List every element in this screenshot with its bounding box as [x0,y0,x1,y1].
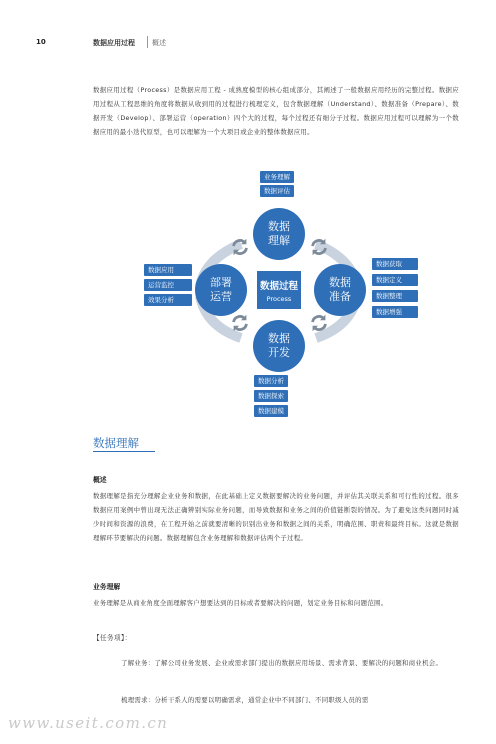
business-understanding-paragraph: 业务理解是从商业角度全面理解客户想要达到的目标或者要解决的问题，划定业务目标和问题范围。 [93,599,388,607]
center-subtitle: Process [266,294,292,303]
task-item: 了解业务：了解公司业务发展、企业或需求部门提出的数据应用场景、需求背景、要解决的问题和商业机会。 [121,659,443,667]
prepare-tag: 数据增强 [372,306,418,318]
business-understanding-heading: 业务理解 [93,583,121,591]
task-item: 梳理需求：分析干系人的需要以明确需求，通常企业中不同部门、不同职级人员的需 [121,696,369,704]
understand-label-2: 理解 [268,234,290,247]
prepare-label-2: 准备 [329,290,351,303]
operate-label-2: 运营 [210,290,232,303]
process-center-box [257,271,301,309]
cycle-arrows-icon [308,236,330,258]
header-divider [147,36,148,48]
prepare-tag: 数据定义 [372,274,418,286]
prepare-tag: 数据整理 [372,290,418,302]
prepare-node [314,264,366,316]
cycle-arrows-icon [229,236,251,258]
develop-tag: 数据分析 [254,375,288,387]
cycle-arrows-icon [229,312,251,334]
section-underline [93,451,155,452]
develop-tag: 数据建模 [254,405,288,417]
understand-label-1: 数据 [268,220,290,233]
operate-label-1: 部署 [210,276,232,289]
overview-paragraph: 数据理解是指充分理解企业业务和数据，在此基础上定义数据要解决的业务问题，并评估其关联关系和可行性的过程。很多数据应用案例中曾出现无法正确辨别实际业务问题，而导致数据和业务之间的价值链断裂的情况。为了避免这类问题同时减少时间和资源的浪费，在工程开始之前就要清晰的识别出业务和数据之间的关系，明确范围、职责和最终目标。这就是数据理解环节要解决的问题。数据理解包含业务理解和数据评估两个子过程。 [93,492,459,542]
running-section: 概述 [152,39,166,47]
intro-paragraph: 数据应用过程（Process）是数据应用工程 - 成熟度模型的核心组成部分，其阐述了一般数据应用经历的完整过程。数据应用过程从工程思维的角度将数据从收到用的过程进行梳理定义，包含数据理解（Understand）、数据准备（Prepare）、数据开发（Develop）、部署运营（operation）四个大的过程，每个过程还有细分子过程。数据应用过程可以理解为一个数据应用的最小迭代原型，也可以理解为一个大项目或企业的整体数据应用。 [93,86,459,136]
running-title: 数据应用过程 [93,39,135,47]
prepare-label-1: 数据 [329,276,351,289]
develop-label-1: 数据 [268,332,290,345]
understand-tag: 业务理解 [260,171,294,183]
develop-tag: 数据探索 [254,390,288,402]
operate-tag: 数据应用 [144,264,192,276]
understand-tag: 数据评估 [260,185,294,197]
page-header [0,36,496,50]
operate-tag: 运营监控 [144,279,192,291]
center-title: 数据过程 [259,280,298,292]
prepare-tag: 数据获取 [372,258,418,270]
task-label: 【任务项】： [93,634,132,642]
page-number: 10 [36,38,46,46]
section-title: 数据理解 [93,436,139,450]
develop-label-2: 开发 [268,346,290,359]
cycle-arrows-icon [308,312,330,334]
understand-node [253,208,305,260]
process-diagram [140,168,440,426]
operate-node [195,264,247,316]
operate-tag: 效果分析 [144,294,192,306]
develop-node [253,320,305,372]
overview-heading: 概述 [93,476,107,484]
watermark: www.useit.com.cn [8,714,169,732]
